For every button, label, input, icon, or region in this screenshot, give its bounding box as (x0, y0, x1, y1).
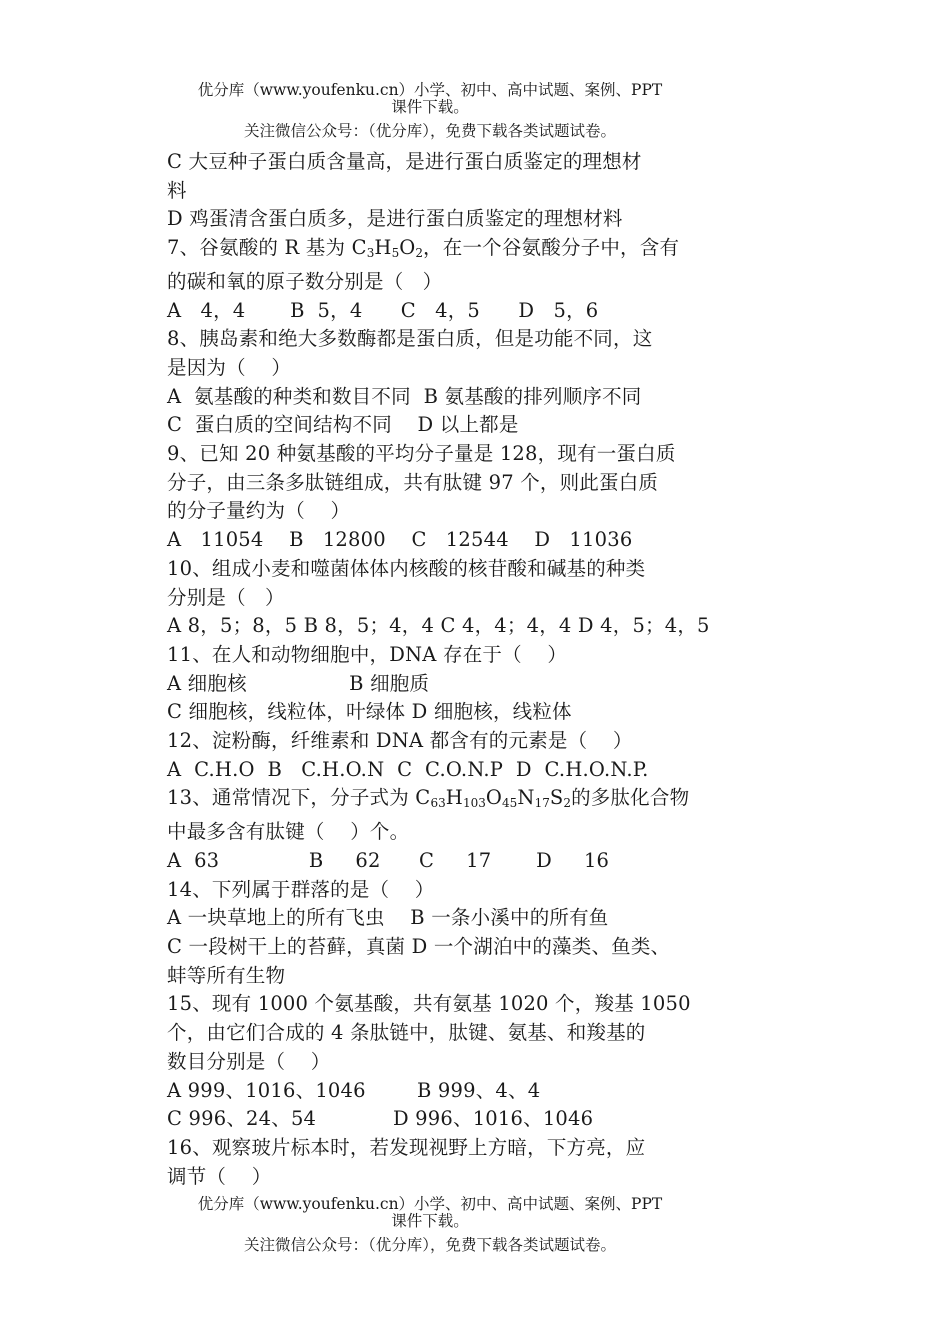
question-7-stem (167, 234, 727, 268)
text-span: H (374, 236, 392, 260)
text-line: 分别是（ ） (167, 585, 285, 609)
subscript: 3 (366, 246, 375, 261)
page-footer (150, 1196, 710, 1254)
text-span: H (445, 786, 463, 810)
text-line: 个，由它们合成的 4 条肽链中，肽键、氨基、和羧基的 (167, 1021, 646, 1045)
question-12-options: A C.H.O B C.H.O.N C C.O.N.P D C.H.O.N.P. (167, 757, 649, 781)
question-10-options: A 8，5；8，5 B 8，5；4，4 C 4，4；4，4 D 4，5；4，5 (167, 614, 710, 638)
text-span: 13、通常情况下，分子式为 C (167, 786, 431, 810)
subscript: 63 (430, 796, 446, 811)
question-9-options: A 11054 B 12800 C 12544 D 11036 (167, 528, 633, 552)
question-13-options: A 63 B 62 C 17 D 16 (167, 848, 610, 872)
text-line: 蚌等所有生物 (167, 963, 286, 987)
text-line: 14、下列属于群落的是（ ） (167, 877, 435, 901)
text-span: N (517, 786, 535, 810)
text-span: 的多肽化合物 (571, 786, 690, 810)
text-line: 10、组成小麦和噬菌体体内核酸的核苷酸和碱基的种类 (167, 556, 646, 580)
subscript: 45 (502, 796, 518, 811)
question-13-stem (167, 784, 727, 818)
text-line: 中最多含有肽键（ ）个。 (167, 820, 410, 844)
question-14-options: C 一段树干上的苔藓，真菌 D 一个湖泊中的藻类、鱼类、 (167, 934, 671, 958)
footer-line-1: 优分库（www.youfenku.cn）小学、初中、高中试题、案例、PPT (197, 1195, 663, 1213)
text-line: 分子，由三条多肽链组成，共有肽键 97 个，则此蛋白质 (167, 470, 659, 494)
text-line: 数目分别是（ ） (167, 1049, 331, 1073)
question-8-options: A 氨基酸的种类和数目不同 B 氨基酸的排列顺序不同 (167, 384, 642, 408)
subscript: 5 (391, 246, 400, 261)
text-span: ，在一个谷氨酸分子中，含有 (423, 236, 680, 260)
question-15-options: A 999、1016、1046 B 999、4、4 (167, 1078, 541, 1102)
header-line-3: 关注微信公众号：（优分库），免费下载各类试题试卷。 (243, 122, 616, 140)
text-line: 的分子量约为（ ） (167, 499, 351, 523)
document-body (167, 148, 727, 1191)
text-span: O (399, 236, 416, 260)
subscript: 17 (534, 796, 550, 811)
question-15-options: C 996、24、54 D 996、1016、1046 (167, 1107, 594, 1131)
text-line: 是因为（ ） (167, 355, 292, 379)
text-line: 料 (167, 178, 187, 202)
text-line: C 大豆种子蛋白质含量高，是进行蛋白质鉴定的理想材 (167, 150, 642, 173)
question-14-options: A 一块草地上的所有飞虫 B 一条小溪中的所有鱼 (167, 906, 609, 930)
text-line: 15、现有 1000 个氨基酸，共有氨基 1020 个，羧基 1050 (167, 992, 691, 1016)
footer-line-3: 关注微信公众号：（优分库），免费下载各类试题试卷。 (243, 1236, 616, 1254)
text-line: 的碳和氧的原子数分别是（ ） (167, 269, 443, 293)
question-11-options: A 细胞核 B 细胞质 (167, 671, 430, 695)
text-span: S (549, 786, 564, 810)
text-line: 11、在人和动物细胞中，DNA 存在于（ ） (167, 642, 568, 666)
header-line-2: 课件下载。 (391, 98, 469, 116)
subscript: 2 (563, 796, 572, 811)
footer-line-2: 课件下载。 (391, 1212, 469, 1230)
header-line-1: 优分库（www.youfenku.cn）小学、初中、高中试题、案例、PPT (197, 81, 663, 99)
text-line: 9、已知 20 种氨基酸的平均分子量是 128，现有一蛋白质 (167, 442, 676, 466)
text-line: 8、胰岛素和绝大多数酶都是蛋白质，但是功能不同，这 (167, 327, 653, 351)
subscript: 2 (415, 246, 424, 261)
text-line: 调节（ ） (167, 1164, 272, 1188)
text-span: 7、谷氨酸的 R 基为 C (167, 236, 367, 260)
text-line: 12、淀粉酶，纤维素和 DNA 都含有的元素是（ ） (167, 729, 633, 753)
page-header (150, 82, 710, 140)
question-11-options: C 细胞核，线粒体，叶绿体 D 细胞核，线粒体 (167, 700, 572, 724)
question-8-options: C 蛋白质的空间结构不同 D 以上都是 (167, 413, 519, 437)
question-7-options: A 4，4 B 5，4 C 4，5 D 5，6 (167, 298, 599, 322)
text-line: 16、观察玻片标本时，若发现视野上方暗，下方亮，应 (167, 1135, 646, 1159)
subscript: 103 (462, 796, 486, 811)
text-line: D 鸡蛋清含蛋白质多，是进行蛋白质鉴定的理想材料 (167, 207, 623, 231)
text-span: O (485, 786, 503, 810)
